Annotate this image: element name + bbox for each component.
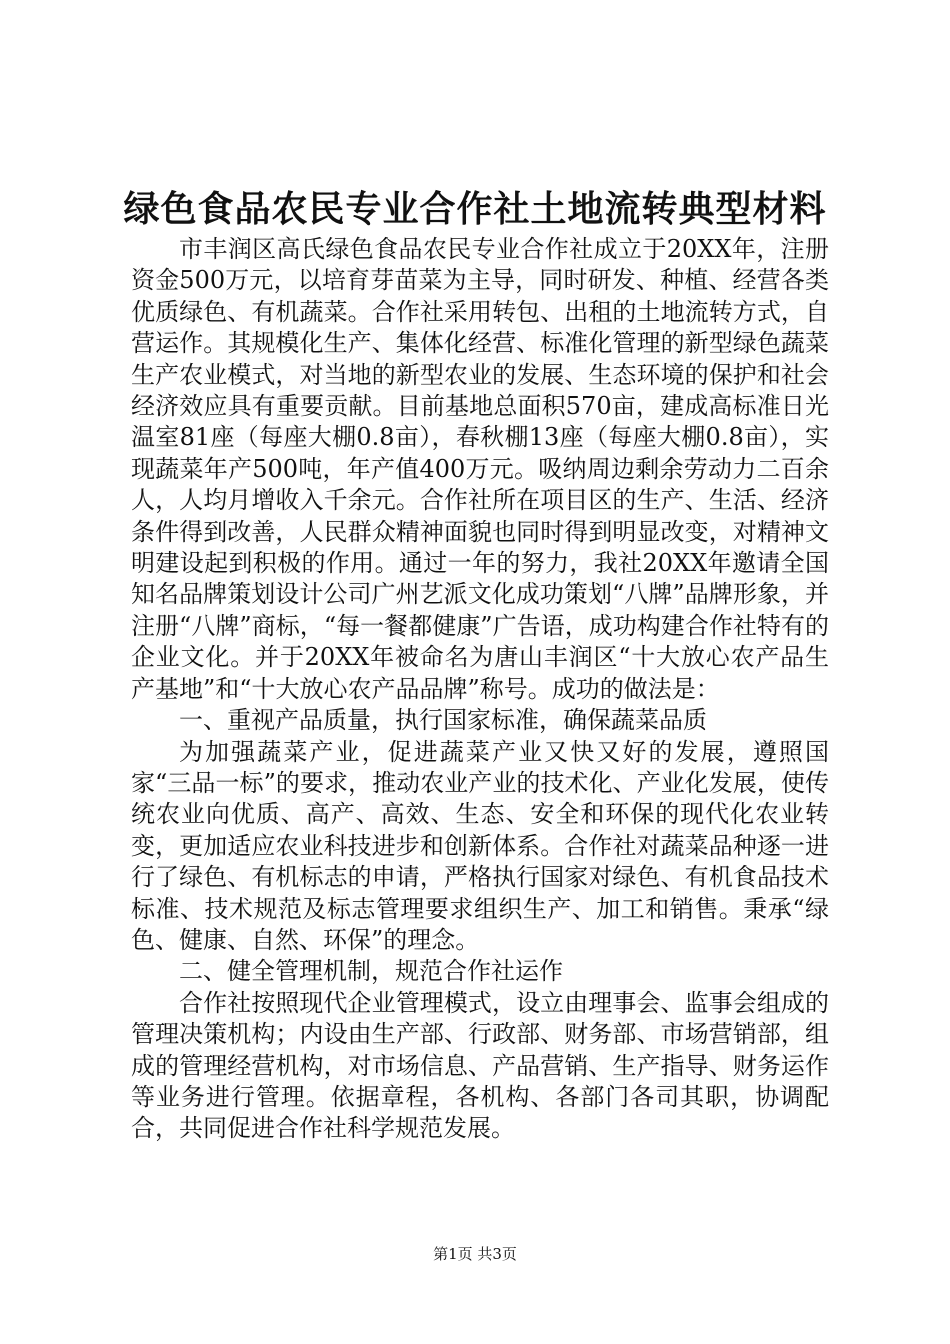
paragraph-section-2: 合作社按照现代企业管理模式，设立由理事会、监事会组成的管理决策机构；内设由生产部、行政部、财务部、市场营销部，组成的管理经营机构，对市场信息、产品营销、生产指导、财务运作等业务进行管理。依据章程，各机构、各部门各司其职，协调配合，共同促进合作社科学规范发展。 [131, 988, 829, 1143]
paragraph-intro: 市丰润区高氏绿色食品农民专业合作社成立于20XX年，注册资金500万元，以培育芽苗菜为主导，同时研发、种植、经营各类优质绿色、有机蔬菜。合作社采用转包、出租的土地流转方式，自营运作。其规模化生产、集体化经营、标准化管理的新型绿色蔬菜生产农业模式，对当地的新型农业的发展、生态环境的保护和社会经济效应具有重要贡献。目前基地总面积570亩，建成高标准日光温室81座（每座大棚0.8亩），春秋棚13座（每座大棚0.8亩），实现蔬菜年产500吨，年产值400万元。吸纳周边剩余劳动力二百余人，人均月增收入千余元。合作社所在项目区的生产、生活、经济条件得到改善，人民群众精神面貌也同时得到明显改变，对精神文明建设起到积极的作用。通过一年的努力，我社20XX年邀请全国知名品牌策划设计公司广州艺派文化成功策划“八牌”品牌形象，并注册“八牌”商标，“每一餐都健康”广告语，成功构建合作社特有的企业文化。并于20XX年被命名为唐山丰润区“十大放心农产品生产基地”和“十大放心农产品品牌”称号。成功的做法是： [131, 235, 829, 703]
document-body [131, 234, 829, 1145]
section-heading-2: 二、健全管理机制，规范合作社运作 [179, 957, 563, 986]
paragraph-section-1: 为加强蔬菜产业，促进蔬菜产业又快又好的发展，遵照国家“三品一标”的要求，推动农业产业的技术化、产业化发展，使传统农业向优质、高产、高效、生态、安全和环保的现代化农业转变，更加适应农业科技进步和创新体系。合作社对蔬菜品种逐一进行了绿色、有机标志的申请，严格执行国家对绿色、有机食品技术标准、技术规范及标志管理要求组织生产、加工和销售。秉承“绿色、健康、自然、环保”的理念。 [131, 737, 829, 954]
section-heading-1: 一、重视产品质量，执行国家标准，确保蔬菜品质 [179, 706, 707, 735]
page-footer: 第1页 共3页 [433, 1245, 517, 1263]
document-title: 绿色食品农民专业合作社土地流转典型材料 [123, 188, 827, 230]
